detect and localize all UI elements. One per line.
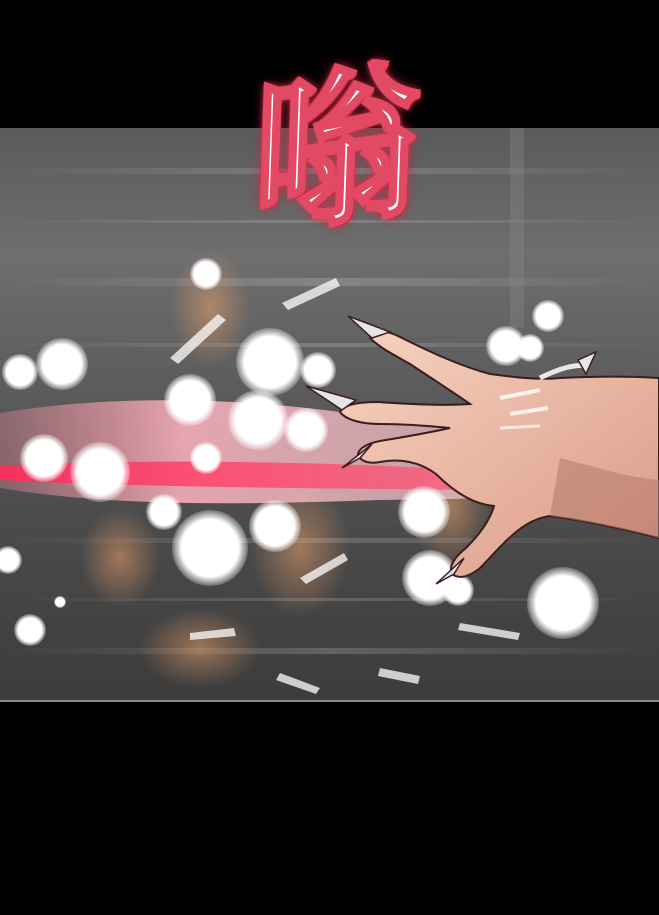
clawed-hand bbox=[306, 316, 659, 584]
sound-effect-text: 嗡 bbox=[249, 39, 423, 263]
panel-bottom-edge bbox=[0, 700, 659, 702]
sound-effect bbox=[233, 10, 440, 292]
